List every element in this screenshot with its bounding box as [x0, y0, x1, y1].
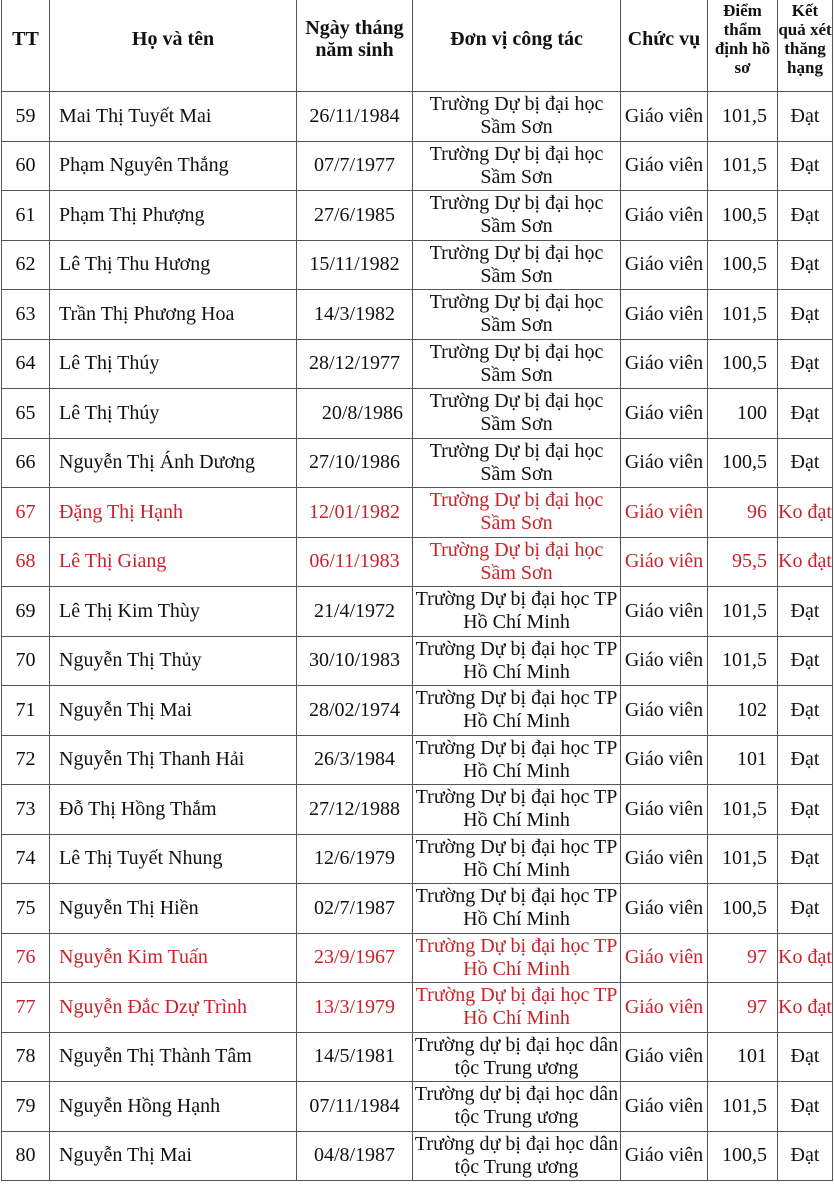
cell-position: Giáo viên: [621, 636, 708, 686]
cell-result: Đạt: [778, 636, 833, 686]
cell-result: Đạt: [778, 884, 833, 934]
cell-position: Giáo viên: [621, 983, 708, 1033]
cell-unit: Trường Dự bị đại học TP Hồ Chí Minh: [413, 636, 621, 686]
cell-dob: 04/8/1987: [297, 1131, 413, 1181]
cell-dob: 21/4/1972: [297, 587, 413, 637]
cell-position: Giáo viên: [621, 92, 708, 142]
cell-dob: 02/7/1987: [297, 884, 413, 934]
cell-result: Đạt: [778, 686, 833, 736]
cell-name: Lê Thị Kim Thùy: [50, 587, 297, 637]
cell-tt: 78: [2, 1032, 50, 1082]
header-result: Kết quả xét thăng hạng: [778, 0, 833, 92]
header-unit: Đơn vị công tác: [413, 0, 621, 92]
cell-tt: 75: [2, 884, 50, 934]
cell-position: Giáo viên: [621, 339, 708, 389]
cell-unit: Trường Dự bị đại học Sầm Sơn: [413, 141, 621, 191]
cell-result: Đạt: [778, 438, 833, 488]
cell-position: Giáo viên: [621, 686, 708, 736]
header-score: Điểm thẩm định hồ sơ: [708, 0, 778, 92]
cell-name: Nguyễn Thị Mai: [50, 686, 297, 736]
cell-result: Ko đạt: [778, 933, 833, 983]
cell-dob: 06/11/1983: [297, 537, 413, 587]
cell-dob: 12/01/1982: [297, 488, 413, 538]
cell-score: 101,5: [708, 1082, 778, 1132]
cell-score: 100,5: [708, 1131, 778, 1181]
cell-unit: Trường Dự bị đại học TP Hồ Chí Minh: [413, 983, 621, 1033]
cell-dob: 13/3/1979: [297, 983, 413, 1033]
cell-name: Phạm Nguyên Thắng: [50, 141, 297, 191]
cell-result: Đạt: [778, 1032, 833, 1082]
cell-tt: 67: [2, 488, 50, 538]
cell-name: Nguyễn Đắc Dzự Trình: [50, 983, 297, 1033]
cell-unit: Trường Dự bị đại học TP Hồ Chí Minh: [413, 686, 621, 736]
cell-score: 100,5: [708, 240, 778, 290]
cell-name: Nguyễn Thị Hiền: [50, 884, 297, 934]
cell-unit: Trường Dự bị đại học Sầm Sơn: [413, 488, 621, 538]
cell-tt: 65: [2, 389, 50, 439]
cell-score: 101: [708, 735, 778, 785]
cell-unit: Trường Dự bị đại học Sầm Sơn: [413, 290, 621, 340]
cell-dob: 26/11/1984: [297, 92, 413, 142]
cell-tt: 59: [2, 92, 50, 142]
cell-result: Đạt: [778, 92, 833, 142]
cell-position: Giáo viên: [621, 141, 708, 191]
cell-tt: 70: [2, 636, 50, 686]
table-row: [2, 240, 833, 290]
cell-tt: 71: [2, 686, 50, 736]
cell-result: Đạt: [778, 240, 833, 290]
cell-unit: Trường dự bị đại học dân tộc Trung ương: [413, 1032, 621, 1082]
table-row: [2, 92, 833, 142]
table-row: [2, 141, 833, 191]
cell-dob: 30/10/1983: [297, 636, 413, 686]
cell-tt: 69: [2, 587, 50, 637]
cell-score: 101: [708, 1032, 778, 1082]
cell-position: Giáo viên: [621, 290, 708, 340]
cell-position: Giáo viên: [621, 1131, 708, 1181]
table-row: [2, 933, 833, 983]
cell-unit: Trường Dự bị đại học Sầm Sơn: [413, 537, 621, 587]
table-row: [2, 1032, 833, 1082]
cell-score: 101,5: [708, 290, 778, 340]
cell-unit: Trường Dự bị đại học Sầm Sơn: [413, 339, 621, 389]
cell-unit: Trường Dự bị đại học Sầm Sơn: [413, 438, 621, 488]
table-row: [2, 537, 833, 587]
cell-result: Đạt: [778, 141, 833, 191]
cell-score: 100: [708, 389, 778, 439]
cell-score: 102: [708, 686, 778, 736]
cell-position: Giáo viên: [621, 1032, 708, 1082]
cell-result: Đạt: [778, 1131, 833, 1181]
cell-score: 100,5: [708, 339, 778, 389]
cell-position: Giáo viên: [621, 933, 708, 983]
cell-score: 97: [708, 983, 778, 1033]
cell-position: Giáo viên: [621, 1082, 708, 1132]
cell-name: Nguyễn Kim Tuấn: [50, 933, 297, 983]
cell-unit: Trường Dự bị đại học TP Hồ Chí Minh: [413, 735, 621, 785]
table-row: [2, 389, 833, 439]
cell-score: 97: [708, 933, 778, 983]
cell-result: Đạt: [778, 191, 833, 241]
cell-dob: 28/02/1974: [297, 686, 413, 736]
cell-unit: Trường Dự bị đại học Sầm Sơn: [413, 191, 621, 241]
cell-position: Giáo viên: [621, 389, 708, 439]
cell-name: Đặng Thị Hạnh: [50, 488, 297, 538]
cell-dob: 14/5/1981: [297, 1032, 413, 1082]
cell-score: 101,5: [708, 636, 778, 686]
cell-tt: 66: [2, 438, 50, 488]
cell-position: Giáo viên: [621, 438, 708, 488]
cell-name: Nguyễn Hồng Hạnh: [50, 1082, 297, 1132]
cell-position: Giáo viên: [621, 587, 708, 637]
cell-unit: Trường Dự bị đại học Sầm Sơn: [413, 389, 621, 439]
cell-result: Đạt: [778, 785, 833, 835]
cell-dob: 07/11/1984: [297, 1082, 413, 1132]
cell-name: Lê Thị Thu Hương: [50, 240, 297, 290]
header-row: [2, 0, 833, 92]
table-row: [2, 339, 833, 389]
cell-score: 101,5: [708, 587, 778, 637]
cell-tt: 74: [2, 834, 50, 884]
cell-tt: 68: [2, 537, 50, 587]
cell-result: Đạt: [778, 587, 833, 637]
cell-tt: 73: [2, 785, 50, 835]
cell-tt: 60: [2, 141, 50, 191]
cell-dob: 07/7/1977: [297, 141, 413, 191]
cell-name: Lê Thị Thúy: [50, 389, 297, 439]
table-row: [2, 191, 833, 241]
cell-dob: 27/10/1986: [297, 438, 413, 488]
table-row: [2, 488, 833, 538]
cell-name: Lê Thị Tuyết Nhung: [50, 834, 297, 884]
cell-tt: 62: [2, 240, 50, 290]
cell-result: Đạt: [778, 290, 833, 340]
cell-position: Giáo viên: [621, 735, 708, 785]
cell-name: Nguyễn Thị Thủy: [50, 636, 297, 686]
table-row: [2, 983, 833, 1033]
cell-position: Giáo viên: [621, 834, 708, 884]
cell-dob: 28/12/1977: [297, 339, 413, 389]
cell-score: 100,5: [708, 438, 778, 488]
cell-tt: 79: [2, 1082, 50, 1132]
cell-unit: Trường Dự bị đại học TP Hồ Chí Minh: [413, 587, 621, 637]
cell-name: Nguyễn Thị Thanh Hải: [50, 735, 297, 785]
cell-name: Nguyễn Thị Ánh Dương: [50, 438, 297, 488]
cell-dob: 14/3/1982: [297, 290, 413, 340]
cell-position: Giáo viên: [621, 785, 708, 835]
cell-result: Ko đạt: [778, 983, 833, 1033]
cell-result: Đạt: [778, 339, 833, 389]
table-row: [2, 735, 833, 785]
cell-result: Ko đạt: [778, 488, 833, 538]
cell-name: Nguyễn Thị Mai: [50, 1131, 297, 1181]
cell-position: Giáo viên: [621, 884, 708, 934]
cell-score: 96: [708, 488, 778, 538]
cell-result: Đạt: [778, 1082, 833, 1132]
cell-tt: 80: [2, 1131, 50, 1181]
cell-score: 101,5: [708, 92, 778, 142]
cell-name: Trần Thị Phương Hoa: [50, 290, 297, 340]
table-row: [2, 834, 833, 884]
cell-result: Đạt: [778, 389, 833, 439]
cell-unit: Trường Dự bị đại học TP Hồ Chí Minh: [413, 785, 621, 835]
table-row: [2, 1082, 833, 1132]
cell-score: 100,5: [708, 191, 778, 241]
header-tt: TT: [2, 0, 50, 92]
cell-unit: Trường dự bị đại học dân tộc Trung ương: [413, 1131, 621, 1181]
cell-dob: 26/3/1984: [297, 735, 413, 785]
cell-position: Giáo viên: [621, 488, 708, 538]
table-row: [2, 636, 833, 686]
cell-score: 100,5: [708, 884, 778, 934]
cell-name: Lê Thị Thúy: [50, 339, 297, 389]
cell-position: Giáo viên: [621, 537, 708, 587]
cell-unit: Trường Dự bị đại học TP Hồ Chí Minh: [413, 834, 621, 884]
table-row: [2, 290, 833, 340]
cell-score: 101,5: [708, 834, 778, 884]
cell-dob: 27/6/1985: [297, 191, 413, 241]
cell-score: 95,5: [708, 537, 778, 587]
cell-unit: Trường dự bị đại học dân tộc Trung ương: [413, 1082, 621, 1132]
cell-tt: 77: [2, 983, 50, 1033]
results-table: [1, 0, 833, 1181]
table-row: [2, 785, 833, 835]
cell-name: Lê Thị Giang: [50, 537, 297, 587]
header-position: Chức vụ: [621, 0, 708, 92]
header-name: Họ và tên: [50, 0, 297, 92]
cell-name: Đỗ Thị Hồng Thắm: [50, 785, 297, 835]
cell-result: Đạt: [778, 735, 833, 785]
table-body: [2, 92, 833, 1181]
cell-score: 101,5: [708, 785, 778, 835]
cell-tt: 61: [2, 191, 50, 241]
cell-name: Mai Thị Tuyết Mai: [50, 92, 297, 142]
cell-dob: 12/6/1979: [297, 834, 413, 884]
cell-result: Đạt: [778, 834, 833, 884]
table-row: [2, 587, 833, 637]
cell-dob: 27/12/1988: [297, 785, 413, 835]
cell-position: Giáo viên: [621, 191, 708, 241]
cell-tt: 63: [2, 290, 50, 340]
cell-unit: Trường Dự bị đại học Sầm Sơn: [413, 240, 621, 290]
cell-dob: 20/8/1986: [297, 389, 413, 439]
cell-unit: Trường Dự bị đại học TP Hồ Chí Minh: [413, 884, 621, 934]
cell-unit: Trường Dự bị đại học TP Hồ Chí Minh: [413, 933, 621, 983]
cell-name: Nguyễn Thị Thành Tâm: [50, 1032, 297, 1082]
table-row: [2, 438, 833, 488]
cell-tt: 72: [2, 735, 50, 785]
table-row: [2, 1131, 833, 1181]
cell-unit: Trường Dự bị đại học Sầm Sơn: [413, 92, 621, 142]
cell-position: Giáo viên: [621, 240, 708, 290]
cell-name: Phạm Thị Phượng: [50, 191, 297, 241]
header-dob: Ngày tháng năm sinh: [297, 0, 413, 92]
cell-result: Ko đạt: [778, 537, 833, 587]
cell-score: 101,5: [708, 141, 778, 191]
cell-dob: 15/11/1982: [297, 240, 413, 290]
table-row: [2, 884, 833, 934]
table-row: [2, 686, 833, 736]
cell-tt: 64: [2, 339, 50, 389]
cell-dob: 23/9/1967: [297, 933, 413, 983]
cell-tt: 76: [2, 933, 50, 983]
